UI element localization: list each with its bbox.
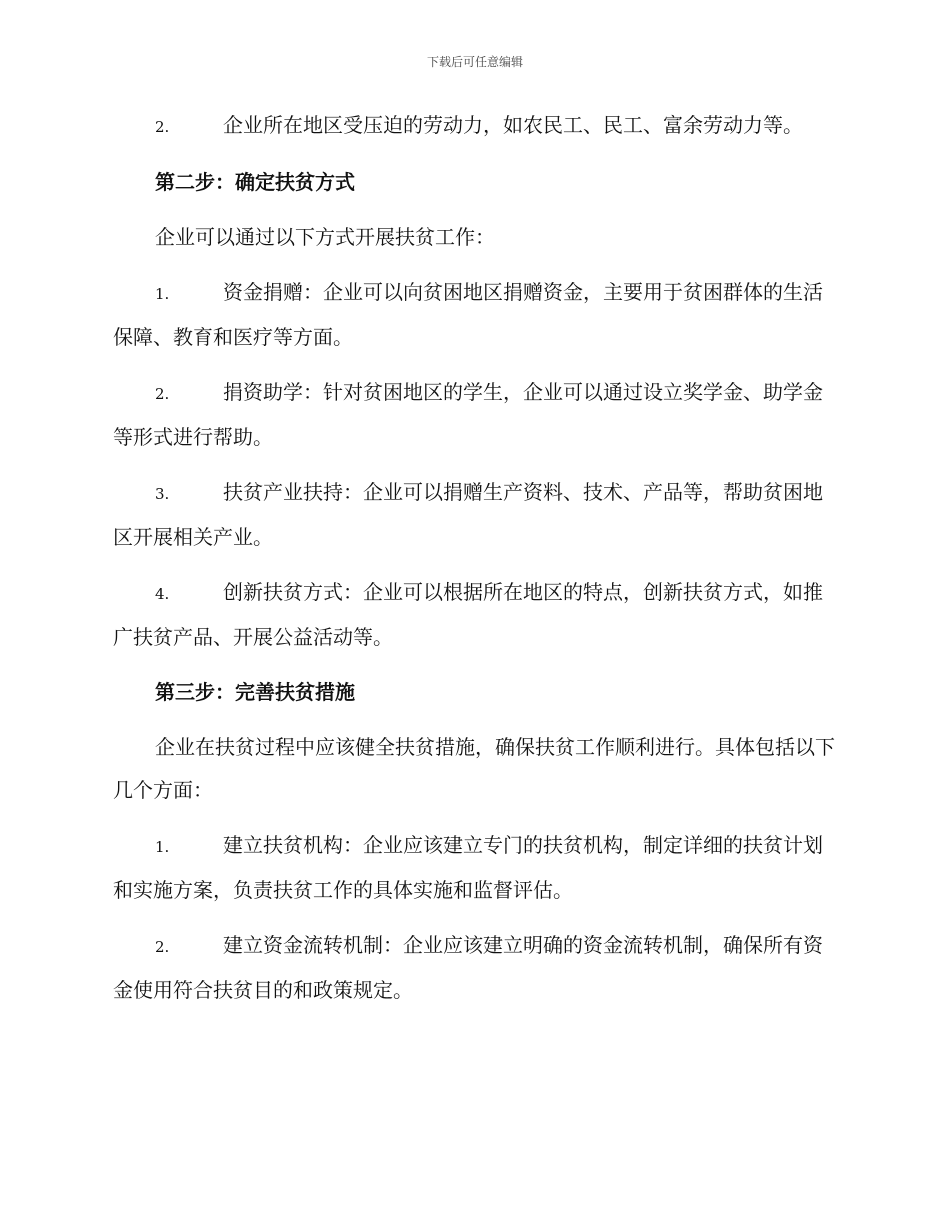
list-number: 1.	[155, 838, 170, 856]
section-heading: 第二步：确定扶贫方式	[155, 170, 355, 194]
list-text: 企业所在地区受压迫的劳动力，如农民工、民工、富余劳动力等。	[223, 113, 803, 137]
list-text: 建立扶贫机构：企业应该建立专门的扶贫机构，制定详细的扶贫计划和实施方案，负责扶贫工作的具体实施和监督评估。	[113, 833, 823, 902]
list-number: 3.	[155, 485, 170, 503]
list-item	[113, 471, 835, 559]
list-item	[113, 104, 835, 149]
list-item	[113, 371, 835, 459]
list-text: 捐资助学：针对贫困地区的学生，企业可以通过设立奖学金、助学金等形式进行帮助。	[113, 380, 823, 449]
list-number: 1.	[155, 285, 170, 303]
list-number: 2.	[155, 938, 170, 956]
paragraph: 企业可以通过以下方式开展扶贫工作：	[155, 225, 495, 249]
list-text: 资金捐赠：企业可以向贫困地区捐赠资金，主要用于贫困群体的生活保障、教育和医疗等方面。	[113, 280, 823, 349]
list-number: 2.	[155, 385, 170, 403]
page-header: 下载后可任意编辑	[426, 55, 523, 69]
list-item	[113, 571, 835, 659]
list-number: 2.	[155, 118, 170, 136]
document-body	[113, 104, 835, 1012]
section-heading: 第三步：完善扶贫措施	[155, 680, 355, 704]
list-item	[113, 924, 835, 1012]
list-item	[113, 824, 835, 912]
list-text: 扶贫产业扶持：企业可以捐赠生产资料、技术、产品等，帮助贫困地区开展相关产业。	[113, 480, 823, 549]
list-text: 建立资金流转机制：企业应该建立明确的资金流转机制，确保所有资金使用符合扶贫目的和政策规定。	[113, 933, 823, 1002]
list-number: 4.	[155, 585, 170, 603]
list-text: 创新扶贫方式：企业可以根据所在地区的特点，创新扶贫方式，如推广扶贫产品、开展公益活动等。	[113, 580, 823, 649]
paragraph: 企业在扶贫过程中应该健全扶贫措施，确保扶贫工作顺利进行。具体包括以下几个方面：	[113, 735, 835, 802]
list-item	[113, 271, 835, 359]
